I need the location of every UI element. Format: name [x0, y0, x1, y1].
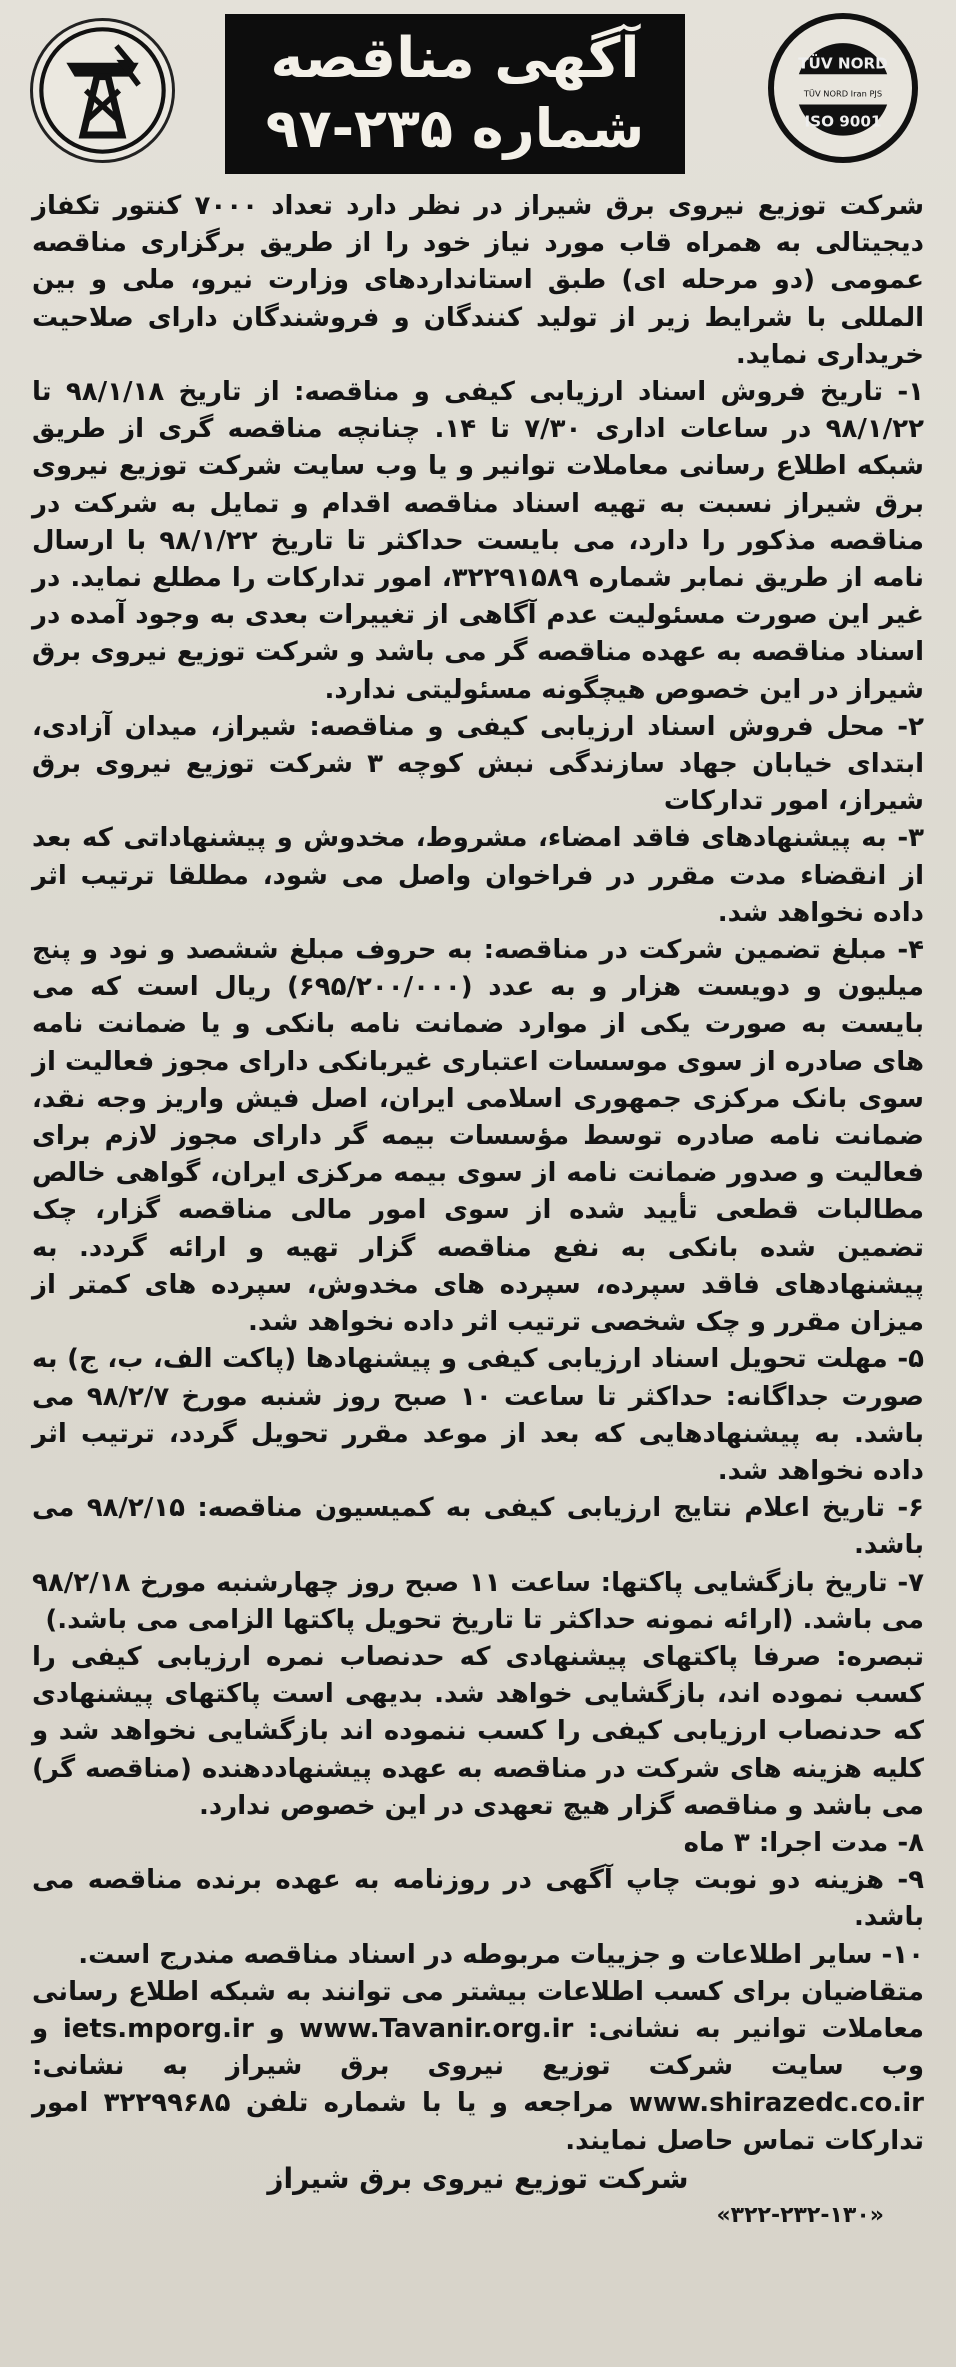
contact-text: و وب سایت شرکت توزیع نیروی برق شیراز به نشانی:	[32, 2013, 924, 2082]
section-text: ساعت ۱۱ صبح روز چهارشنبه مورخ ۹۸/۲/۱۸ می باشد. (ارائه نمونه حداکثر تا تاریخ تحویل پاکتها الزامی می باشد.)	[32, 1567, 924, 1635]
section-heading: ۸- مدت اجرا:	[758, 1827, 924, 1858]
section-heading: ۳-	[897, 823, 924, 854]
section-1	[32, 374, 924, 709]
contact-text: متقاضیان برای کسب اطلاعات بیشتر می توانند به شبکه اطلاع رسانی معاملات توانیر به نشانی:	[32, 1976, 925, 2044]
section-10	[32, 1937, 924, 1974]
section-text: به حروف مبلغ ششصد و نود و پنج میلیون و دویست هزار و به عدد (۶۹۵/۲۰۰/۰۰۰) ریال است که می بایست به صورت یکی از موارد ضمانت نامه بانکی و یا ضمانت نامه های صادره از سوی موسسات اعتباری غیربانکی دارای مجوز فعالیت از سوی بانک مرکزی جمهوری اسلامی ایران، اصل فیش واریز وجه نقد، ضمانت نامه صادره توسط مؤسسات بیمه گر دارای مجوز لازم برای فعالیت و صدور ضمانت نامه از سوی بیمه مرکزی ایران، گواهی خالص مطالبات قطعی تأیید شده از سوی امور مالی مناقصه گزار، چک تضمین شده بانکی به نفع مناقصه گزار تهیه و ارائه گردد. به پیشنهادهای فاقد سپرده، سپرده های مخدوش، سپرده های کمتر از میزان مقرر و چک شخصی ترتیب اثر داده نخواهد شد.	[32, 935, 925, 1338]
company-website-link[interactable]: www.shirazedc.co.ir	[628, 2088, 924, 2119]
tender-body	[32, 188, 924, 2234]
page-title: آگهی مناقصه	[270, 26, 640, 91]
section-heading: ۴- مبلغ تضمین شرکت در مناقصه:	[483, 935, 925, 966]
section-text: ۹۸/۲/۱۵ می باشد.	[32, 1493, 924, 1561]
section-6	[32, 1490, 924, 1564]
section-9	[32, 1862, 924, 1936]
section-text: از تاریخ ۹۸/۱/۱۸ تا ۹۸/۱/۲۲ در ساعات اداری ۷/۳۰ تا ۱۴. چنانچه مناقصه گری از طریق شبکه اطلاع رسانی معاملات توانیر و یا وب سایت شرکت توزیع نیروی برق شیراز نسبت به تهیه اسناد مناقصه اقدام و تمایل به شرکت در مناقصه مذکور را دارد، می بایست حداکثر تا تاریخ ۹۸/۱/۲۲ با ارسال نامه از طریق نمابر شماره ۳۲۲۹۱۵۸۹، امور تدارکات را مطلع نماید. در غیر این صورت مسئولیت عدم آگاهی از تغییرات بعدی به وجود آمده در اسناد مناقصه به عهده مناقصه گر می باشد و شرکت توزیع نیروی برق شیراز در این خصوص هیچگونه مسئولیتی ندارد.	[32, 377, 924, 705]
iets-link[interactable]: iets.mporg.ir	[62, 2013, 254, 2044]
section-2	[32, 709, 924, 821]
section-heading: ۶- تاریخ اعلام نتایج ارزیابی کیفی به کمیسیون مناقصه:	[197, 1493, 924, 1524]
tender-title-banner	[225, 14, 685, 174]
section-8	[32, 1825, 924, 1862]
power-tower-logo-icon	[30, 18, 175, 163]
section-3	[32, 820, 924, 932]
contact-text: مراجعه و یا با شماره تلفن ۳۲۲۹۹۶۸۵ امور تدارکات تماس حاصل نمایند.	[32, 2088, 924, 2156]
contact-paragraph	[32, 1974, 924, 2160]
section-heading: تبصره:	[836, 1641, 924, 1672]
note-section	[32, 1639, 924, 1825]
section-text: حداکثر تا ساعت ۱۰ صبح روز شنبه مورخ ۹۸/۲/۷ می باشد. به پیشنهادهایی که بعد از موعد مقرر تحویل گردد، ترتیب اثر داده نخواهد شد.	[32, 1381, 924, 1486]
section-4	[32, 932, 924, 1341]
iso-certification-logo-icon	[768, 13, 918, 163]
section-text: ۹- هزینه دو نوبت چاپ آگهی در روزنامه به عهده برنده مناقصه می باشد.	[32, 1865, 924, 1933]
contact-and: و	[253, 2013, 300, 2044]
cert-brand: TÜV NORD	[798, 54, 888, 73]
ad-code: «۳۲۲-۲۳۲-۱۳۰»	[716, 2202, 884, 2228]
tavanir-link[interactable]: www.Tavanir.org.ir	[299, 2013, 574, 2044]
section-text: صرفا پاکتهای پیشنهادی که حدنصاب نمره ارزیابی کیفی را کسب نموده اند، بازگشایی خواهد شد. بدیهی است پاکتهای پیشنهادی که حدنصاب ارزیابی کیفی را کسب ننموده اند بازگشایی نخواهد شد و کلیه هزینه های شرکت در مناقصه به عهده پیشنهاددهنده (مناقصه گر) می باشد و مناقصه گزار هیچ تعهدی در این خصوص ندارد.	[32, 1641, 924, 1821]
tender-number: شماره ۲۳۵-۹۷	[265, 97, 645, 160]
section-heading: ۱- تاریخ فروش اسناد ارزیابی کیفی و مناقصه:	[294, 377, 925, 408]
section-heading: ۷- تاریخ بازگشایی پاکتها:	[600, 1567, 924, 1598]
cert-standard: ISO 9001	[804, 112, 882, 131]
company-signature: شرکت توزیع نیروی برق شیراز	[267, 2161, 689, 2195]
header	[20, 8, 936, 183]
intro-paragraph: شرکت توزیع نیروی برق شیراز در نظر دارد تعداد ۷۰۰۰ کنتور تکفاز دیجیتالی به همراه قاب مورد نیاز خود را از طریق برگزاری مناقصه عمومی (دو مرحله ای) طبق استانداردهای وزارت نیرو، ملی و بین المللی با شرایط زیر از تولید کنندگان و فروشندگان دارای صلاحیت خریداری نماید.	[32, 191, 925, 370]
section-7	[32, 1565, 924, 1639]
section-5	[32, 1341, 924, 1490]
cert-subtitle: TÜV NORD Iran PJS	[803, 88, 883, 99]
section-heading: ۲- محل فروش اسناد ارزیابی کیفی و مناقصه:	[309, 711, 924, 742]
section-text: ۱۰- سایر اطلاعات و جزییات مربوطه در اسناد مناقصه مندرج است.	[78, 1939, 924, 1970]
section-text: شیراز، میدان آزادی، ابتدای خیابان جهاد سازندگی نبش کوچه ۳ شرکت توزیع نیروی برق شیراز، امور تدارکات	[32, 711, 925, 817]
section-heading: ۵- مهلت تحویل اسناد ارزیابی کیفی و پیشنهادها (پاکت الف، ب، ج) به صورت جداگانه:	[32, 1344, 924, 1412]
section-text: ۳ ماه	[683, 1827, 759, 1858]
section-text: به پیشنهادهای فاقد امضاء، مشروط، مخدوش و پیشنهاداتی که بعد از انقضاء مدت مقرر در فراخوان واصل می شود، مطلقا ترتیب اثر داده نخواهد شد.	[32, 823, 924, 928]
